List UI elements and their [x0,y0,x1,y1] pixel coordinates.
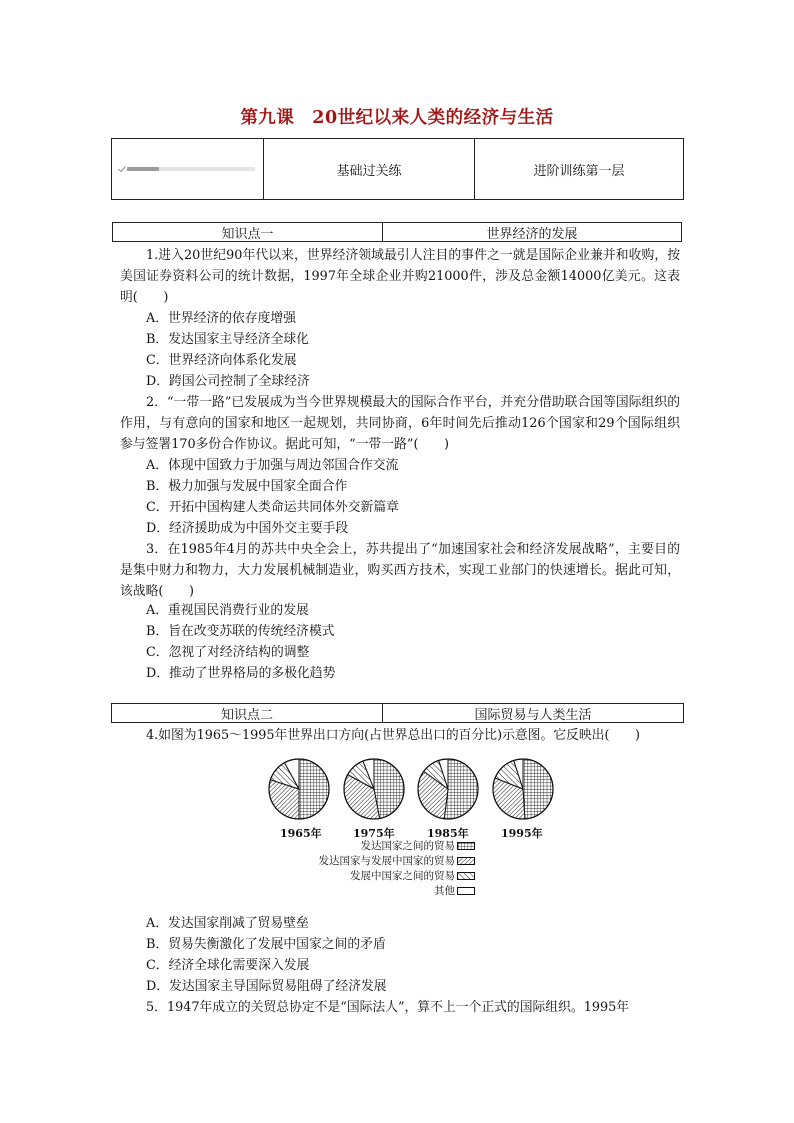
tab-advanced-practice[interactable]: 进阶训练第一层 [474,139,683,199]
question-3-option-d[interactable]: D．推动了世界格局的多极化趋势 [146,666,336,681]
legend-swatch-diagonal [457,857,475,865]
progress-bar [127,167,255,171]
legend-label: 发达国家与发展中国家的贸易 [318,855,455,867]
practice-header-table [111,138,684,200]
year-label-1995: 1995年 [501,827,543,840]
question-1-option-b[interactable]: B．发达国家主导经济全球化 [146,332,309,347]
check-icon [118,166,126,172]
question-2-option-c[interactable]: C．开拓中国构建人类命运共同体外交新篇章 [146,500,399,515]
question-4-option-a[interactable]: A．发达国家削减了贸易壁垒 [146,916,309,931]
question-4-option-b[interactable]: B．贸易失衡激化了发展中国家之间的矛盾 [146,937,386,952]
knowledge-point-2-header [111,703,684,723]
chart-legend [0,838,794,898]
question-1-stem: 1.进入20世纪90年代以来，世界经济领域最引人注目的事件之一就是国际企业兼并和收购，按美国证券资料公司的统计数据，1997年全球企业并购21000件，涉及总金额14000亿美元。这表明( ) [120,248,680,305]
legend-swatch-grid [457,842,475,850]
question-1-option-c[interactable]: C．世界经济向体系化发展 [146,353,297,368]
question-3-option-c[interactable]: C．忽视了对经济结构的调整 [146,645,310,660]
pie-slice-1995年-0 [523,759,553,819]
legend-label: 发展中国家之间的贸易 [350,870,455,882]
tab-basic-practice[interactable]: 基础过关练 [263,139,474,199]
year-label-1975: 1975年 [353,827,395,840]
question-4-option-d[interactable]: D．发达国家主导国际贸易阻碍了经济发展 [146,979,387,994]
legend-swatch-blank [457,887,475,895]
progress-cell [112,139,263,199]
question-2-option-b[interactable]: B．极力加强与发展中国家全面合作 [146,479,348,494]
legend-item [0,868,475,883]
question-2-stem: 2．“一带一路”已发展成为当今世界规模最大的国际合作平台，并充分借助联合国等国际组织的作用，与有意向的国家和地区一起规划，共同协商，6年时间先后推动126个国家和29个国际组织参与签署170多份合作协议。据此可知，“一带一路”( ) [120,395,680,452]
legend-item [0,883,475,898]
question-2-option-a[interactable]: A．体现中国致力于加强与周边邻国合作交流 [146,458,399,473]
pie-slice-1985年-0 [444,759,478,819]
question-4-stem: 4.如图为1965～1995年世界出口方向(占世界总出口的百分比)示意图。它反映出( ) [146,728,641,743]
knowledge-point-topic: 国际贸易与人类生活 [474,707,592,723]
progress-indicator [118,166,255,172]
legend-swatch-backslash [457,872,475,880]
year-label-1985: 1985年 [427,827,469,840]
page-title: 第九课 20世纪以来人类的经济与生活 [240,108,554,128]
question-3-stem: 3．在1985年4月的苏共中央全会上，苏共提出了“加速国家社会和经济发展战略”，主要目的是集中财力和物力，大力发展机械制造业，购买西方技术，实现工业部门的快速增长。据此可知，该战略( ) [120,542,680,599]
pie-slice-1975年-0 [374,759,404,818]
knowledge-point-label: 知识点二 [112,704,383,722]
year-label-1965: 1965年 [280,827,322,840]
legend-item [0,853,475,868]
question-3-option-b[interactable]: B．旨在改变苏联的传统经济模式 [146,624,335,639]
legend-label: 其他 [434,885,455,897]
knowledge-point-1-header [112,222,682,242]
progress-bar-fill [127,167,159,171]
legend-label: 发达国家之间的贸易 [360,840,455,852]
question-3-option-a[interactable]: A．重视国民消费行业的发展 [146,603,309,618]
knowledge-point-label: 知识点一 [113,223,383,241]
question-1-option-a[interactable]: A．世界经济的依存度增强 [146,311,297,326]
question-4-option-c[interactable]: C．经济全球化需要深入发展 [146,958,310,973]
question-2-option-d[interactable]: D．经济援助成为中国外交主要手段 [146,521,349,536]
pie-slice-1965年-0 [299,759,329,819]
question-5-stem: 5．1947年成立的关贸总协定不是“国际法人”，算不上一个正式的国际组织。1995年 [146,1000,630,1015]
legend-item [0,838,475,853]
question-1-option-d[interactable]: D．跨国公司控制了全球经济 [146,374,310,389]
knowledge-point-topic: 世界经济的发展 [486,226,578,242]
